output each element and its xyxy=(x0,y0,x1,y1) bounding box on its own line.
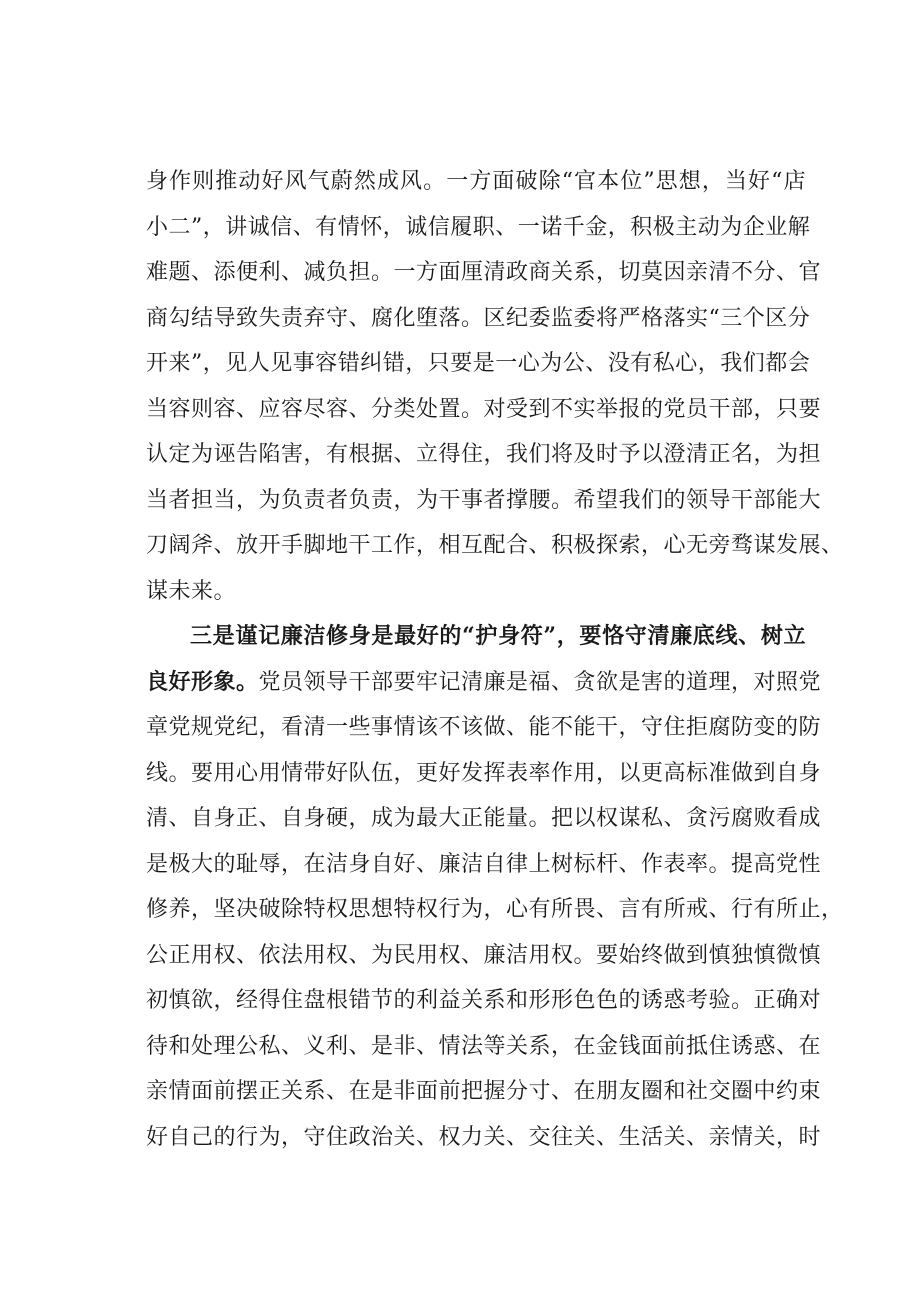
paragraph-line: 开来”，见人见事容错纠错，只要是一心为公、没有私心，我们都会 xyxy=(146,351,811,376)
paragraph-text: 党员领导干部要牢记清廉是福、贪欲是害的道理，对照党 xyxy=(258,669,822,695)
paragraph-line: 初慎欲，经得住盘根错节的利益关系和形形色色的诱惑考验。正确对 xyxy=(146,988,822,1013)
paragraph-line: 小二”，讲诚信、有情怀，诚信履职、一诺千金，积极主动为企业解 xyxy=(146,214,811,240)
paragraph-line: 待和处理公私、义利、是非、情法等关系，在金钱面前抵住诱惑、在 xyxy=(146,1033,822,1059)
paragraph-line xyxy=(146,660,822,706)
paragraph-line: 当容则容、应容尽容、分类处置。对受到不实举报的党员干部，只要 xyxy=(146,396,822,422)
paragraph-line: 商勾结导致失责弃守、腐化堕落。区纪委监委将严格落实“三个区分 xyxy=(146,305,811,331)
paragraph-line: 公正用权、依法用权、为民用权、廉洁用权。要始终做到慎独慎微慎 xyxy=(146,942,822,968)
document-body xyxy=(146,159,844,1160)
section-heading-end: 良好形象。 xyxy=(146,668,259,695)
paragraph-line: 亲情面前摆正关系、在是非面前把握分寸、在朋友圈和社交圈中约束 xyxy=(146,1079,822,1104)
paragraph-line: 当者担当，为负责者负责，为干事者撑腰。希望我们的领导干部能大 xyxy=(146,487,822,513)
section-heading: 三是谨记廉洁修身是最好的“护身符”，要恪守清廉底线、树立 xyxy=(190,623,806,649)
paragraph-line: 修养，坚决破除特权思想特权行为，心有所畏、言有所戒、行有所止， xyxy=(146,897,844,922)
paragraph-line: 刀阔斧、放开手脚地干工作，相互配合、积极探索，心无旁骛谋发展、 xyxy=(146,533,844,558)
paragraph-line: 清、自身正、自身硬，成为最大正能量。把以权谋私、贪污腐败看成 xyxy=(146,806,822,831)
paragraph-line: 谋未来。 xyxy=(146,578,237,604)
paragraph-line: 好自己的行为，守住政治关、权力关、交往关、生活关、亲情关，时 xyxy=(146,1124,822,1150)
paragraph-heading-line xyxy=(146,614,806,660)
paragraph-line: 章党规党纪，看清一些事情该不该做、能不能干，守住拒腐防变的防 xyxy=(146,715,822,740)
paragraph-line: 身作则推动好风气蔚然成风。一方面破除“官本位”思想，当好“店 xyxy=(146,169,806,194)
paragraph-line: 是极大的耻辱，在洁身自好、廉洁自律上树标杆、作表率。提高党性 xyxy=(146,851,822,877)
paragraph-line: 认定为诬告陷害，有根据、立得住，我们将及时予以澄清正名，为担 xyxy=(146,442,822,467)
paragraph-line: 难题、添便利、减负担。一方面厘清政商关系，切莫因亲清不分、官 xyxy=(146,260,822,285)
paragraph-line: 线。要用心用情带好队伍，更好发挥表率作用，以更高标准做到自身 xyxy=(146,760,822,786)
